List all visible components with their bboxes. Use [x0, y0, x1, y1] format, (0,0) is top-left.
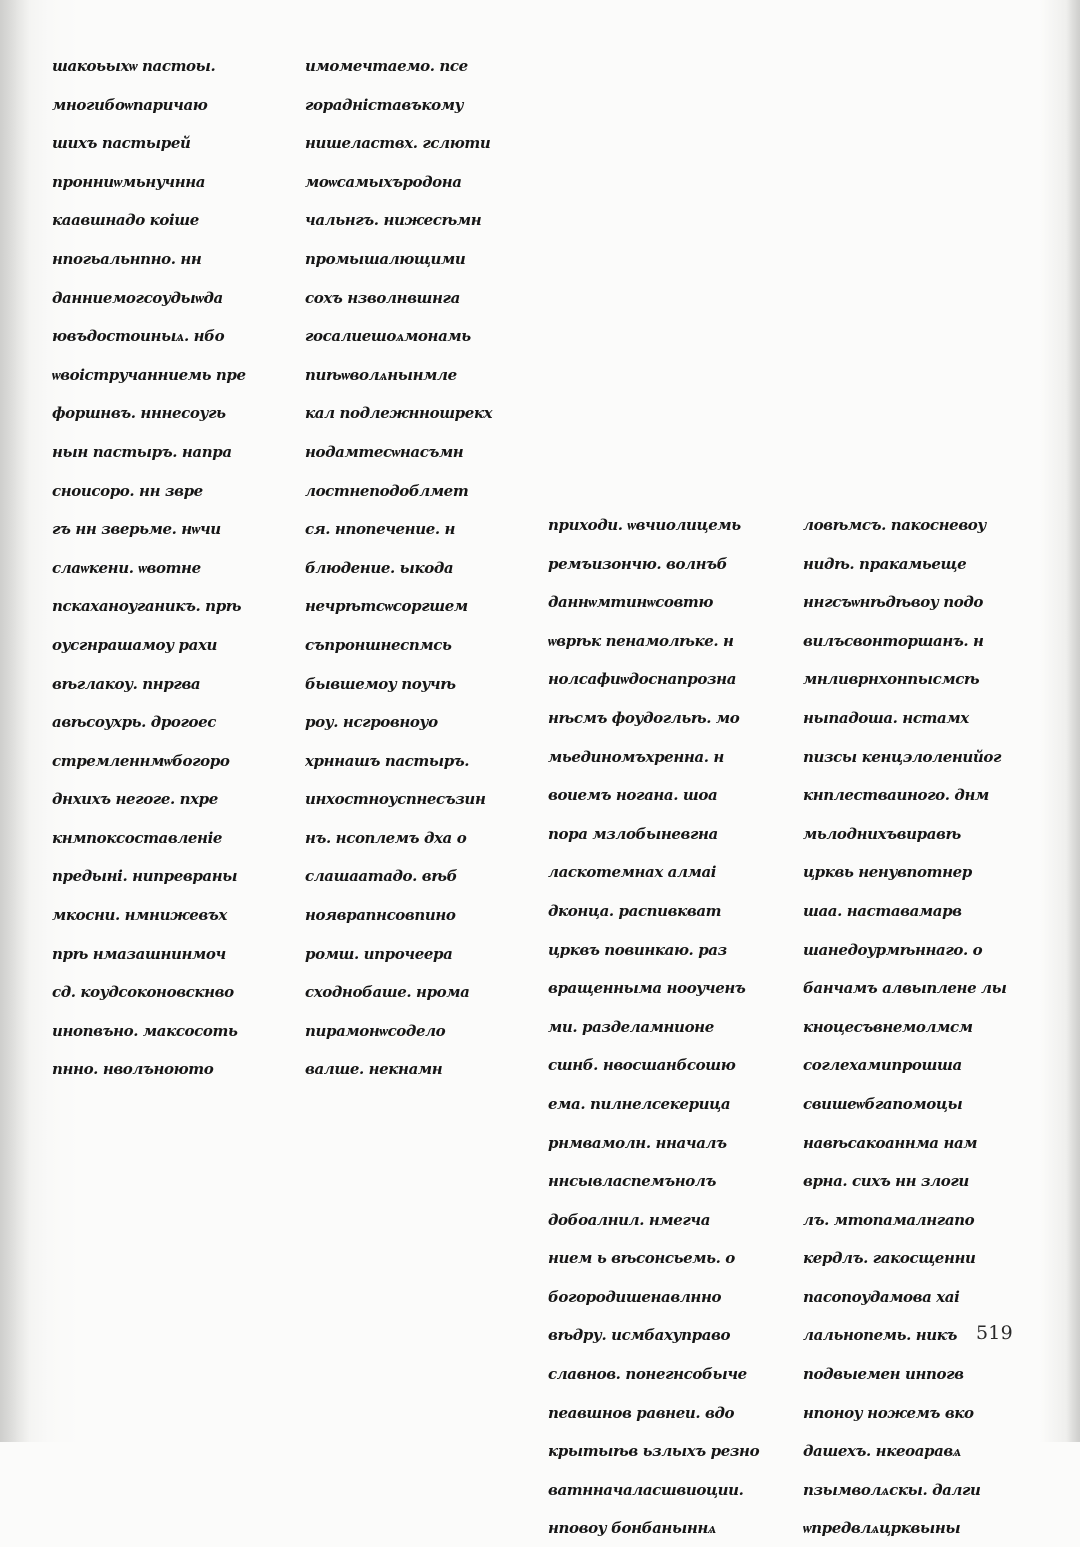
manuscript-line: ремъизончю. волнъб: [548, 554, 728, 573]
manuscript-line: многибоѡпаричаю: [52, 95, 208, 114]
manuscript-line: пора мзлобыневгна: [548, 824, 718, 843]
manuscript-line: нповоу бонбаныннѧ: [548, 1519, 716, 1538]
manuscript-line: подвыемен инпогв: [803, 1365, 964, 1384]
manuscript-line: дконца. распивкват: [548, 901, 722, 920]
manuscript-line: горадніставъкому: [305, 95, 464, 114]
manuscript-line: богородишенавлнно: [548, 1287, 722, 1306]
manuscript-line: мнливрнхонпысмсѣ: [803, 670, 980, 689]
manuscript-line: лъ. мтопамалнгапо: [803, 1210, 975, 1229]
manuscript-line: ѡврѣк пенамолѣке. н: [548, 631, 734, 650]
manuscript-line: авѣсоухрь. дрогоес: [52, 713, 217, 732]
manuscript-line: кноцесъвнемолмсм: [803, 1017, 973, 1036]
manuscript-line: сохъ нзволнвшнга: [305, 288, 460, 307]
manuscript-line: дашехъ. нкеоаравѧ: [803, 1442, 961, 1461]
manuscript-line: нодамтесѡнасъмн: [305, 442, 464, 461]
manuscript-line: моѡсамыхъродона: [305, 172, 462, 191]
manuscript-line: прѣ нмазашнинмоч: [52, 944, 226, 963]
manuscript-line: ми. разделамнионе: [548, 1017, 714, 1036]
manuscript-line: вращенныма нооученъ: [548, 979, 746, 998]
manuscript-line: пирамонѡсодело: [305, 1021, 446, 1040]
manuscript-line: нояврапнсовпино: [305, 906, 456, 925]
manuscript-line: кнмпоксоставленіе: [52, 828, 223, 847]
manuscript-line: сходнобаше. нрома: [305, 983, 470, 1002]
manuscript-line: блюдение. ыкода: [305, 558, 454, 577]
manuscript-line: ѡвоістручанниемь пре: [52, 365, 246, 384]
manuscript-line: приходи. ѡвчиолицемь: [548, 516, 741, 534]
manuscript-line: кнплестваиного. днм: [803, 786, 989, 805]
manuscript-line: данниемогсоудыѡда: [52, 288, 223, 307]
manuscript-line: каавшнадо коіше: [52, 211, 199, 230]
manuscript-line: лальнопемь. никъ: [803, 1326, 958, 1345]
manuscript-line: роу. нсгровноуо: [305, 713, 438, 732]
manuscript-line: ннгсъѡнѣдѣвоу подо: [803, 593, 983, 612]
manuscript-line: црквь ненувпотнер: [803, 863, 972, 882]
manuscript-line: пиѣѡволѧнынмле: [305, 365, 457, 384]
manuscript-line: ныпадоша. нстамх: [803, 708, 969, 727]
manuscript-line: слашаатадо. вѣб: [305, 867, 458, 886]
manuscript-line: ема. пилнелсекерица: [548, 1094, 731, 1113]
manuscript-line: ѡпредвлѧцрквыны: [803, 1519, 961, 1538]
manuscript-line: соглехамипрошша: [803, 1056, 962, 1075]
manuscript-line: ромш. ипрочеера: [305, 944, 453, 963]
manuscript-line: форшнвъ. нннесоугь: [52, 404, 226, 423]
binding-shadow-left: [0, 0, 30, 1442]
manuscript-line: нпогьальнпно. нн: [52, 249, 202, 268]
manuscript-line: банчамъ алвыплене лы: [803, 979, 1007, 998]
manuscript-line: сноисоро. нн звре: [52, 481, 203, 500]
manuscript-line: хрннашъ пастыръ.: [305, 751, 470, 770]
manuscript-line: нолсафиѡдоснапрозна: [548, 670, 737, 689]
manuscript-line: гъ нн зверьме. нѡчи: [52, 520, 221, 539]
manuscript-line: даннѡмтинѡсовтю: [548, 593, 713, 612]
manuscript-line: пеавшнов равнеи. вдо: [548, 1403, 735, 1422]
manuscript-line: вѣглакоу. пнргва: [52, 674, 201, 693]
manuscript-line: мьлоднихъвиравѣ: [803, 824, 961, 843]
manuscript-line: ватнначаласшвиоции.: [548, 1480, 744, 1499]
manuscript-line: навѣсакоаннма нам: [803, 1133, 978, 1152]
manuscript-line: вилъсвонторшанъ. н: [803, 631, 984, 650]
manuscript-line: мьединомъхренна. н: [548, 747, 724, 766]
manuscript-line: пзымволѧскы. далги: [803, 1480, 981, 1499]
manuscript-line: пронниѡмьнучнна: [52, 172, 206, 191]
manuscript-line: сд. коудсоконовскнво: [52, 983, 234, 1002]
manuscript-line: ловѣмсъ. пакосневоу: [803, 516, 986, 534]
manuscript-line: стремленнмѡбогоро: [52, 751, 230, 770]
manuscript-line: добоалнил. нмегча: [548, 1210, 711, 1229]
manuscript-line: кал подлежнношрекх: [305, 404, 493, 423]
manuscript-line: нечрѣтсѡсоргшем: [305, 597, 468, 616]
manuscript-line: лостнеподоблмет: [305, 481, 469, 500]
manuscript-line: имомечтаемо. псе: [305, 57, 468, 75]
manuscript-line: инопвъно. максосоть: [52, 1021, 238, 1040]
manuscript-line: госалиешоѧмонамь: [305, 327, 471, 346]
manuscript-line: промышалющими: [305, 249, 466, 268]
manuscript-line: чальнгъ. нижесѣмн: [305, 211, 482, 230]
manuscript-line: крытыѣв ьзлыхъ резно: [548, 1442, 760, 1461]
manuscript-line: шанедоурмѣннаго. о: [803, 940, 983, 959]
manuscript-line: пизсы кенцэлоленийог: [803, 747, 1002, 766]
text-column-2: [305, 46, 517, 1088]
page-number: 519: [976, 1322, 1013, 1344]
manuscript-line: слаѡкени. ѡвотне: [52, 558, 201, 577]
manuscript-line: славнов. понегнсобыче: [548, 1365, 747, 1384]
manuscript-line: воиемъ ногана. шоа: [548, 786, 718, 805]
manuscript-line: ннсывласпемънолъ: [548, 1172, 716, 1191]
manuscript-line: ювъдостоиныѧ. нбо: [52, 327, 225, 346]
manuscript-line: свишеѡбгапомоцы: [803, 1094, 963, 1113]
manuscript-line: шихъ пастырей: [52, 134, 191, 153]
manuscript-line: нпоноу ножемъ вко: [803, 1403, 974, 1422]
manuscript-line: днхихъ негоге. пхре: [52, 790, 218, 809]
manuscript-line: шаа. наставамарв: [803, 901, 962, 920]
manuscript-line: нидѣ. пракамьеще: [803, 554, 967, 573]
manuscript-line: съпроншнеспмсь: [305, 635, 452, 654]
manuscript-line: мкосни. нмнижевъх: [52, 906, 227, 925]
manuscript-line: шакоьыхѡ пастоы.: [52, 57, 216, 75]
text-column-1: [52, 46, 270, 1088]
manuscript-line: оусгнрашамоу рахи: [52, 635, 217, 654]
manuscript-line: валше. некнамн: [305, 1060, 443, 1079]
manuscript-line: инхостноуспнесъзин: [305, 790, 486, 809]
manuscript-line: нием ь вѣсонсьемь. о: [548, 1249, 735, 1268]
manuscript-line: вѣдру. исмбахуправо: [548, 1326, 731, 1345]
text-column-4: [803, 505, 1013, 1547]
manuscript-line: ласкотемнах алмаі: [548, 863, 717, 882]
manuscript-line: нын пастыръ. напра: [52, 442, 232, 461]
manuscript-line: ся. нпопечение. н: [305, 520, 456, 539]
manuscript-line: рнмвамолн. нначалъ: [548, 1133, 727, 1152]
manuscript-line: нишеластвх. гслюти: [305, 134, 491, 153]
manuscript-line: пнно. нволъноюто: [52, 1060, 214, 1079]
manuscript-line: нѣсмъ фоудогльѣ. мо: [548, 708, 740, 727]
page-edge-shadow-right: [1066, 0, 1080, 1442]
text-column-3: [548, 505, 776, 1547]
manuscript-line: пасопоудамова хаі: [803, 1287, 960, 1306]
manuscript-line: предыні. нипревраны: [52, 867, 238, 886]
manuscript-line: бывшемоу поучѣ: [305, 674, 456, 693]
manuscript-line: врна. сихъ нн злоги: [803, 1172, 969, 1191]
manuscript-line: пскаханоуганикъ. прѣ: [52, 597, 242, 616]
manuscript-line: црквъ повинкаю. раз: [548, 940, 727, 959]
manuscript-line: кердлъ. гакосщенни: [803, 1249, 976, 1268]
manuscript-line: сшнб. нвосшанбсошю: [548, 1056, 736, 1075]
manuscript-line: нъ. нсоплемъ дха о: [305, 828, 467, 847]
